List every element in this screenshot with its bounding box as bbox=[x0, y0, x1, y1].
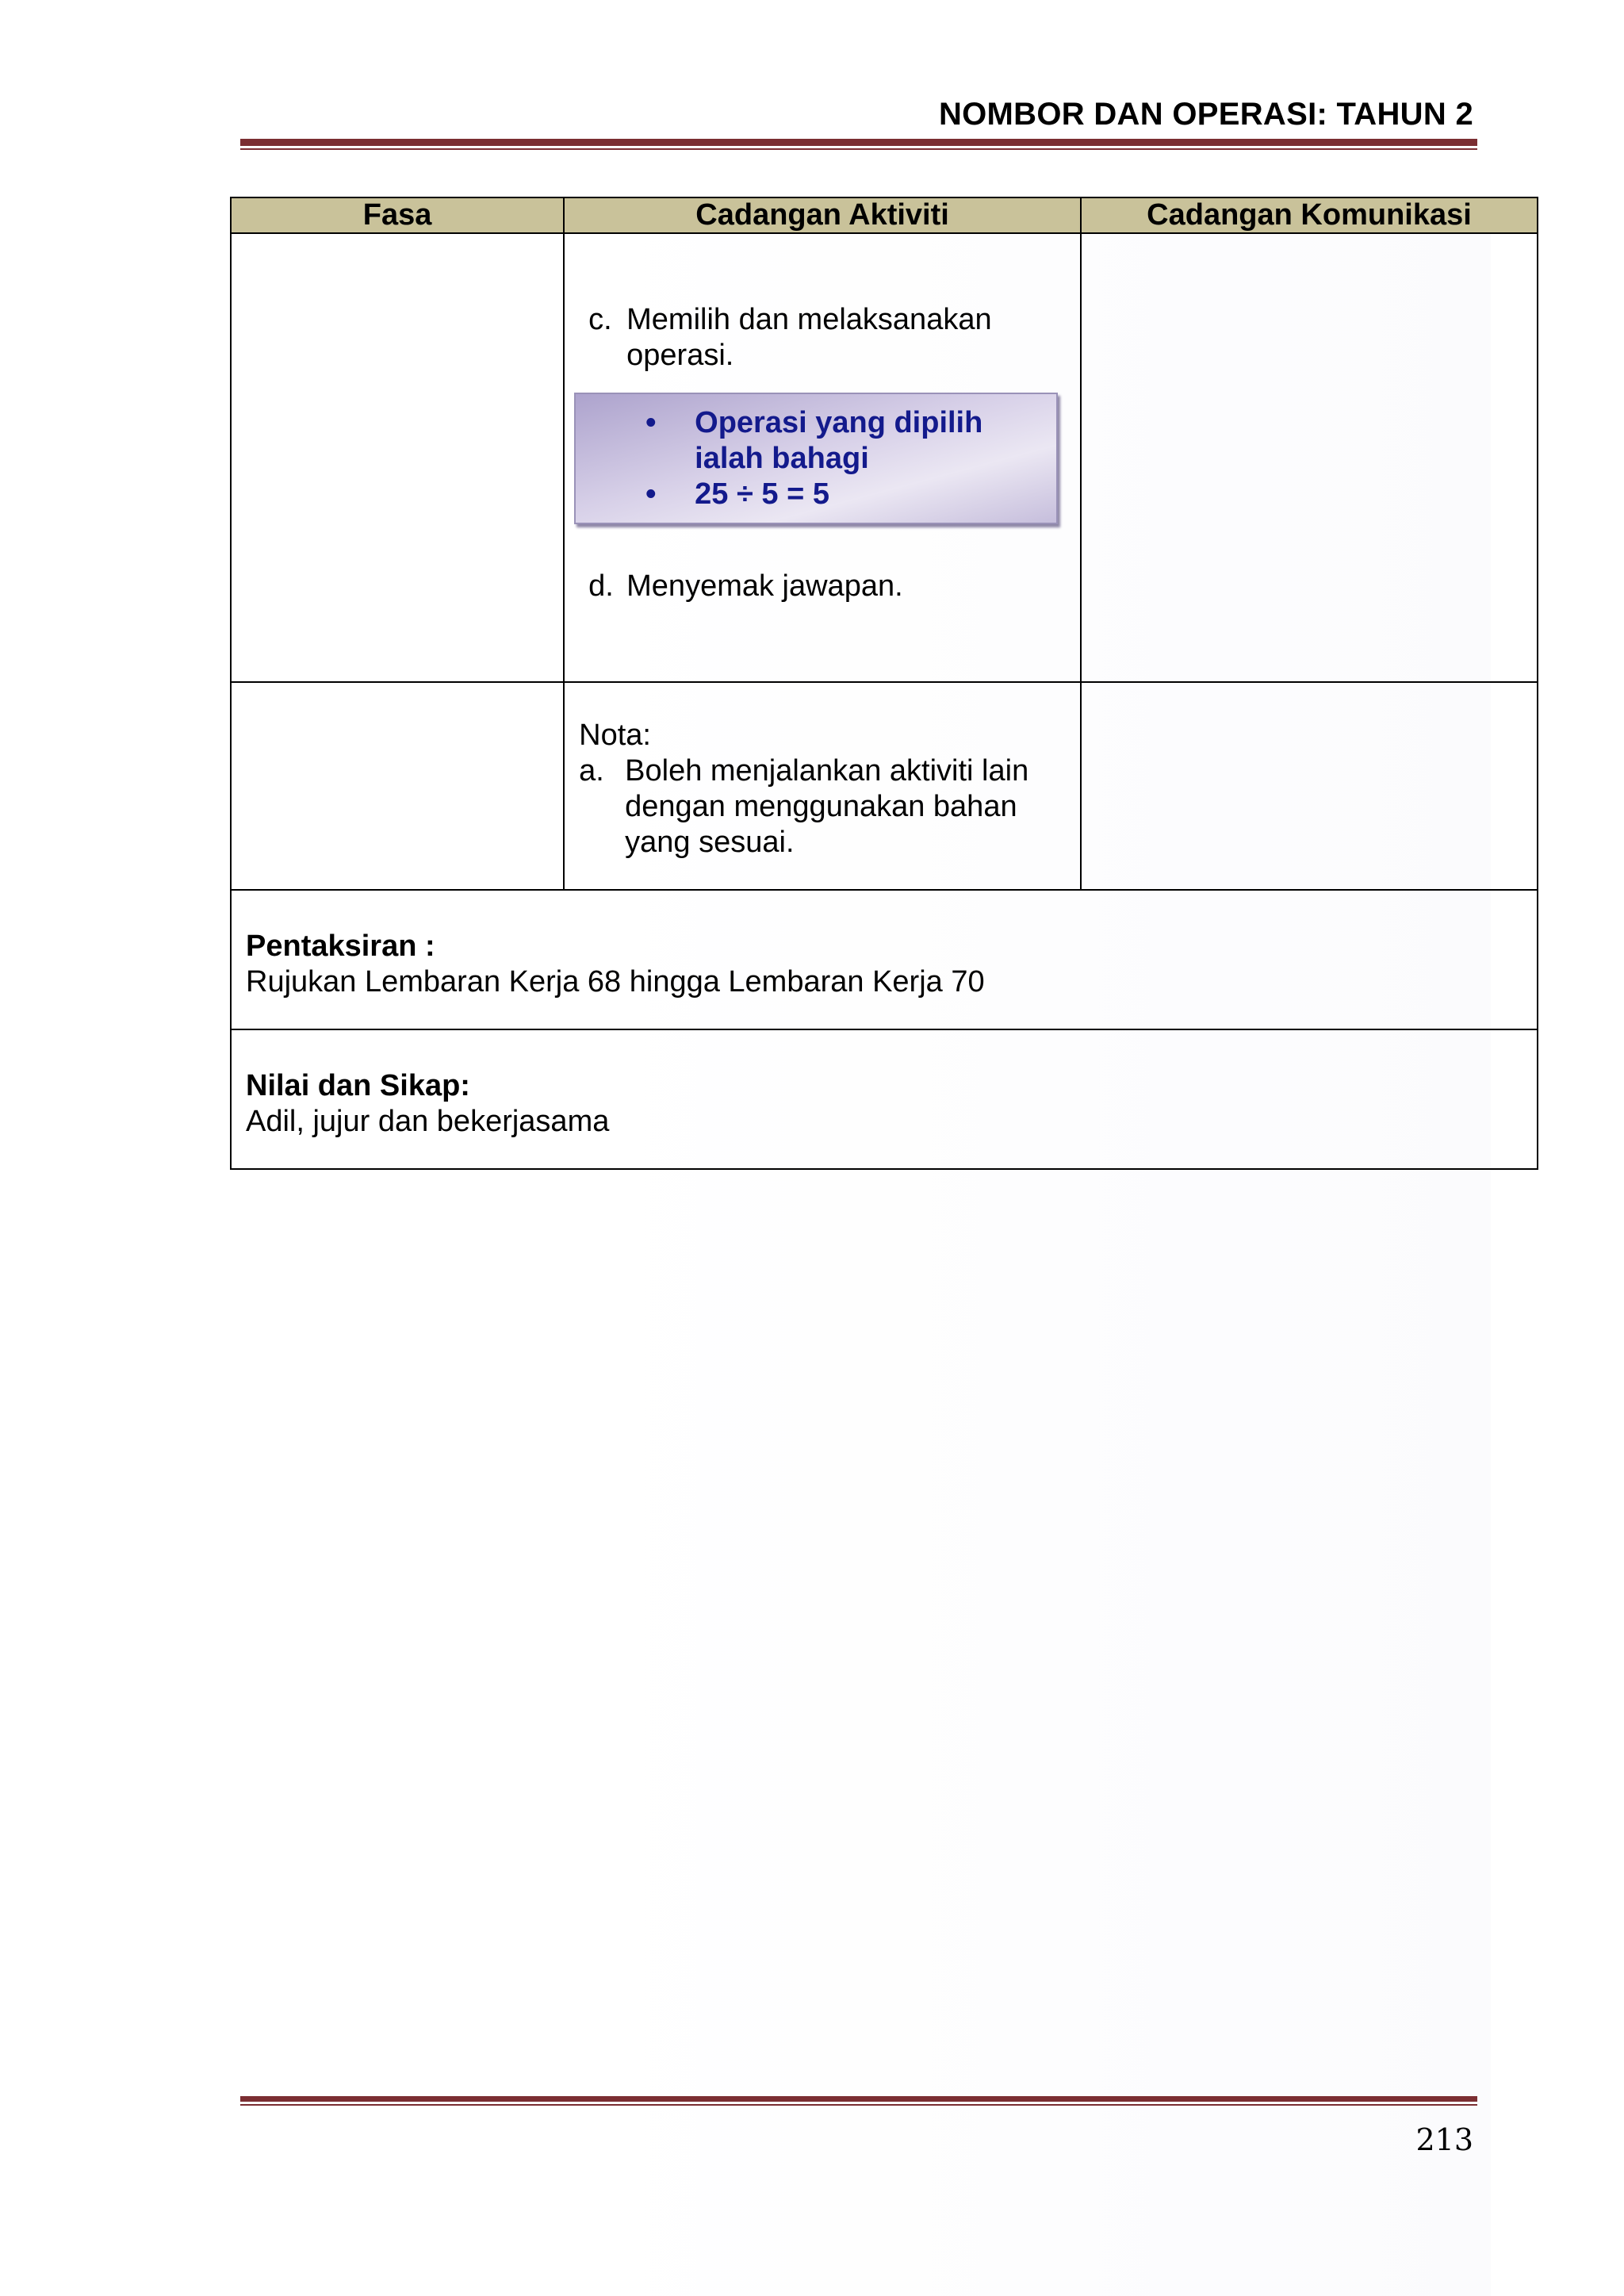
pentaksiran-text: Rujukan Lembaran Kerja 68 hingga Lembaran Kerja 70 bbox=[246, 965, 985, 999]
step-c bbox=[565, 302, 1080, 374]
column-header-fasa: Fasa bbox=[231, 197, 564, 233]
step-d bbox=[565, 569, 1080, 604]
step-d-text: Menyemak jawapan. bbox=[626, 569, 903, 603]
step-c-text: Memilih dan melaksanakan operasi. bbox=[626, 303, 992, 372]
komunikasi-cell bbox=[1081, 682, 1538, 890]
aktiviti-cell bbox=[564, 233, 1081, 682]
nilai-text: Adil, jujur dan bekerjasama bbox=[246, 1105, 610, 1138]
step-d-label: d. bbox=[588, 569, 614, 603]
footer-rule bbox=[240, 2096, 1477, 2106]
column-header-komunikasi: Cadangan Komunikasi bbox=[1081, 197, 1538, 233]
callout-item-equation: • 25 ÷ 5 = 5 bbox=[695, 477, 1056, 512]
page-header-title: NOMBOR DAN OPERASI: TAHUN 2 bbox=[938, 97, 1473, 132]
lesson-table bbox=[230, 197, 1538, 1170]
fasa-cell bbox=[231, 233, 564, 682]
operation-callout bbox=[574, 393, 1058, 524]
header-rule bbox=[240, 139, 1477, 150]
callout-item-operation: • Operasi yang dipilih ialah bahagi bbox=[695, 405, 1056, 477]
pentaksiran-cell bbox=[231, 890, 1538, 1029]
fasa-cell bbox=[231, 682, 564, 890]
column-header-aktiviti: Cadangan Aktiviti bbox=[564, 197, 1081, 233]
table-row bbox=[231, 890, 1538, 1029]
table-row bbox=[231, 1029, 1538, 1169]
note-cell bbox=[564, 682, 1081, 890]
table-row bbox=[231, 233, 1538, 682]
step-c-label: c. bbox=[588, 303, 612, 336]
page-number: 213 bbox=[1415, 2122, 1473, 2157]
nilai-cell bbox=[231, 1029, 1538, 1169]
komunikasi-cell bbox=[1081, 233, 1538, 682]
pentaksiran-label: Pentaksiran : bbox=[246, 930, 435, 963]
nilai-label: Nilai dan Sikap: bbox=[246, 1069, 470, 1102]
table-row bbox=[231, 682, 1538, 890]
note-title: Nota: bbox=[579, 719, 651, 752]
table-header-row bbox=[231, 197, 1538, 233]
note-item-a bbox=[579, 753, 1080, 861]
note-item-text: Boleh menjalankan aktiviti lain dengan menggunakan bahan yang sesuai. bbox=[625, 754, 1029, 859]
note-item-label: a. bbox=[579, 754, 604, 788]
